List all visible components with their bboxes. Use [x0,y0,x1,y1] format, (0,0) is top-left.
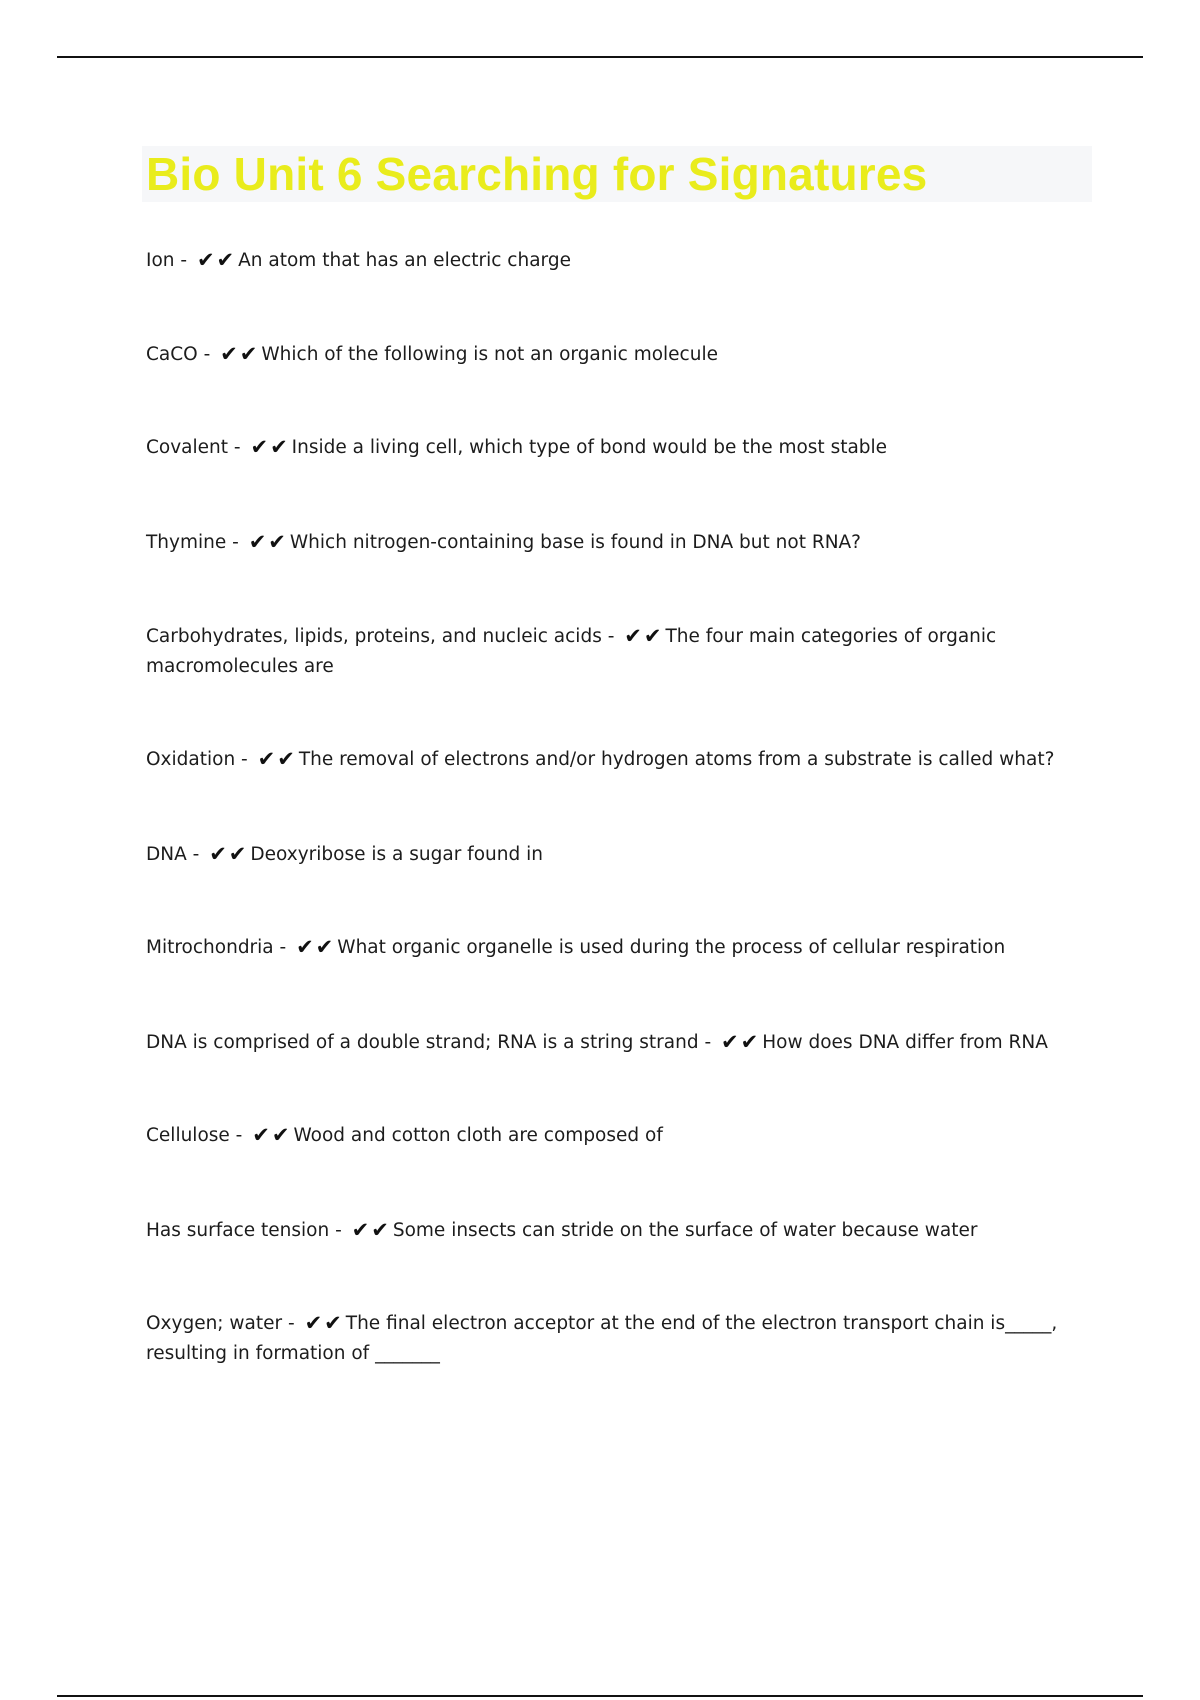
entry-term: Cellulose [146,1125,230,1146]
entry-definition: An atom that has an electric charge [238,250,571,271]
flashcard-entry [146,246,1066,276]
entry-separator: - [235,749,254,770]
entry-definition: How does DNA differ from RNA [762,1032,1048,1053]
entry-term: Carbohydrates, lipids, proteins, and nucleic acids [146,626,602,647]
flashcard-entry [146,933,1066,963]
entry-term: Oxygen; water [146,1313,283,1334]
flashcard-entry [146,528,1066,558]
flashcard-entry [146,1028,1066,1058]
entry-separator: - [229,1125,249,1146]
double-check-icon: ✔✔ [220,342,260,366]
flashcard-entry [146,745,1066,775]
entry-separator: - [698,1032,718,1053]
double-check-icon: ✔✔ [209,842,249,866]
entry-term: Thymine [146,532,227,553]
double-check-icon: ✔✔ [351,1218,391,1242]
double-check-icon: ✔✔ [252,1123,292,1147]
double-check-icon: ✔✔ [196,248,237,272]
double-check-icon: ✔✔ [257,747,297,771]
entry-separator: - [174,250,193,271]
entry-term: DNA [146,844,187,865]
entry-definition: Deoxyribose is a sugar found in [250,844,543,865]
entry-definition: The four main categories of organic macromolecules are [146,626,997,677]
entry-separator: - [273,937,293,958]
entry-term: CaCO [146,344,198,365]
double-check-icon: ✔✔ [624,624,664,648]
flashcard-entry [146,622,1066,682]
entry-term: Ion [146,250,175,271]
entry-definition: Which of the following is not an organic molecule [261,344,718,365]
entry-definition: Inside a living cell, which type of bond would be the most stable [291,437,888,458]
entry-term: DNA is comprised of a double strand; RNA is a string strand [146,1032,699,1053]
double-check-icon: ✔✔ [721,1030,761,1054]
entry-definition: What organic organelle is used during the process of cellular respiration [337,937,1006,958]
entry-separator: - [186,844,206,865]
entry-term: Has surface tension [146,1220,330,1241]
entry-definition: Wood and cotton cloth are composed of [293,1125,663,1146]
double-check-icon: ✔✔ [296,935,336,959]
document-title: Bio Unit 6 Searching for Signatures [146,148,928,200]
entry-separator: - [329,1220,348,1241]
entry-definition: Which nitrogen-containing base is found in DNA but not RNA? [289,532,862,553]
flashcard-entry [146,1121,1066,1151]
flashcard-entry [146,433,1066,463]
entry-separator: - [226,532,245,553]
entry-definition: The final electron acceptor at the end of the electron transport chain is_____, resulting in formation of _______ [146,1313,1058,1364]
double-check-icon: ✔✔ [248,530,288,554]
entry-separator: - [601,626,621,647]
top-rule [57,56,1143,58]
entry-term: Oxidation [146,749,236,770]
entry-definition: The removal of electrons and/or hydrogen atoms from a substrate is called what? [298,749,1055,770]
flashcard-entry [146,1309,1066,1369]
bottom-rule [57,1695,1143,1697]
flashcard-entry [146,1216,1066,1246]
flashcard-entry [146,340,1066,370]
double-check-icon: ✔✔ [304,1311,344,1335]
entry-definition: Some insects can stride on the surface of water because water [392,1220,978,1241]
entry-term: Mitrochondria [146,937,274,958]
entry-separator: - [197,344,217,365]
entry-separator: - [282,1313,301,1334]
double-check-icon: ✔✔ [250,435,290,459]
entry-separator: - [228,437,247,458]
flashcard-entry [146,840,1066,870]
entry-term: Covalent [146,437,229,458]
